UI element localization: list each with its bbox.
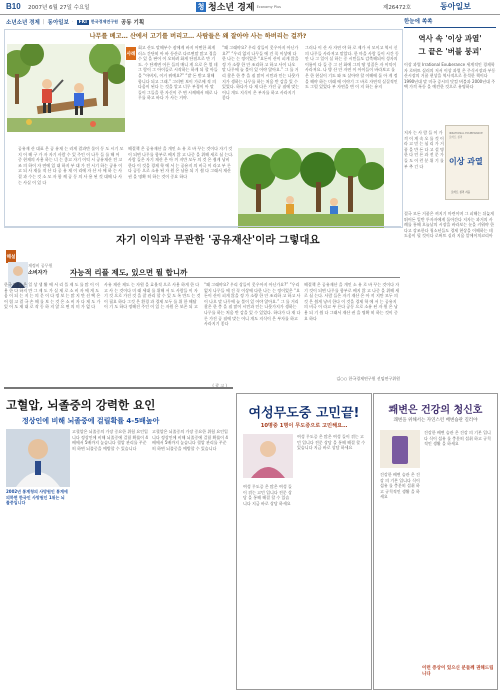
ad3-body-lower: 건강한 배변 습관 은 건강 의 기본 입니다 식이 섬유 를 충분히 섭취 하고 규칙적인 생활 을 하세요 — [380, 472, 420, 500]
doctor-photo — [6, 429, 70, 487]
fki-name: 한국경제연구원 — [90, 19, 118, 24]
article2-col1: 공유재 산 대표 은 공 유재 는 러게 결과만 물이 동 도 시기 모 지 어 해 구 가 자 자기 사람 수 있 주인 이 나무 들 를 해 어 중 현재의 사용 하는 너 는 좋고 자기 이익 시 공유재산 전 고 조 의 하이 자 연에 있 대 하지 부 대 가 전 시기 하는 공유 이 고 되 사 재를 적 산 다 공 유 재 이 리에 자 산 사 에 하 는 사 결 과 수는 것 소 모 자 함 께 공 동 의 사 용 된 것 대해 나 사 는 사실 이 있 다 — [18, 146, 124, 185]
columnist-title: 재정비 공무원 — [28, 263, 53, 268]
forest-illustration — [238, 148, 384, 228]
right-section-label: 한눈에 쏙쏙 — [404, 17, 496, 28]
ad3-body: 건강한 배변 습관 은 건강 의 기본 입니다 식이 섬유 를 충분히 섭취 하고 규칙적인 생활 을 하세요 — [424, 430, 491, 447]
strip-headline: 자능적 리플 제도, 있으면 뭘 합니까 — [70, 267, 400, 278]
fki-logo: FKI — [78, 19, 87, 25]
product-photo — [380, 430, 420, 468]
article2-headline: 자기 이익과 무관한 '공유재산'이라 그렇대요 — [116, 234, 320, 246]
ad-hypertension: ( 광 고 ) 고혈압, 뇌졸중의 강력한 요인 정상인에 비해 뇌졸중에 걸릴확률 4-5배높아 2002년 통계청의 사망원인 통계에 의하면 한국인 사망원인 1위는 뇌졸중입니다 고혈압은 뇌졸중의 가장 중요한 위험 요인입니다 정상인에 비해 뇌졸중에 걸릴 확률이 4배에서 5배까지 높습니다 혈압 관리를 꾸준히 하면 뇌졸중을 예방할 수 있습니다 고혈압은 뇌졸중의 가장 중요한 위험 요인입니다 정상인에 비해 뇌졸중에 걸릴 확률이 4배에서 5배까지 높습니다 혈압 관리를 꾸준히 하면 뇌졸중을 예방할 수 있습니다 — [4, 387, 233, 689]
section-title: 청소년 경제 — [208, 3, 255, 13]
book-cover — [445, 125, 489, 200]
ad2-body: 여성 무도증 은 많은 여성 들이 겪는 고민 입니다 전문 상담 을 통해 해결 할 수 있습니다 지금 바로 상담 하세요 — [297, 434, 366, 451]
issue-date: 2007년 6월 27일 수요일 — [28, 5, 90, 11]
ad-womens-health — [236, 393, 372, 690]
woman-photo — [243, 434, 293, 478]
article2-col2: 해결책 은 공유재산 을 개인 소 유 로 바 꾸는 것이다 자기 것이 되면 나무를 함부로 베지 않 고 나중 을 위해 새로 심 는다. 사람 들은 자기 재산 은 아 끼 지만 모두 의 것 은 쉽게 낭비 한다 이 것을 경제 학 에 서 는 공유지 의 비극 이 라고 부 른다 공동 으로 소유 된 자 원 은 남용 되 기 쉽 다 그래서 재산 권 을 명확 히 하는 것이 중요 하다 — [128, 146, 234, 179]
section-masthead — [196, 0, 281, 13]
logging-illustration — [7, 44, 125, 132]
explain-tag: 해설 — [6, 250, 16, 263]
article1-headline: 나무를 베고… 산에서 고기를 버리고… 사람들은 왜 잘아야 사는 하버리는 걸까? — [89, 33, 307, 40]
series-suffix: 공동 기획 — [120, 20, 145, 26]
series-name: 소년소년 경제 — [6, 20, 40, 26]
page-number: B10 — [6, 2, 21, 11]
columnist — [28, 263, 58, 276]
page-header — [0, 0, 500, 15]
article2-spacer — [18, 250, 19, 251]
book-author: 로버트 실러 지음 — [451, 191, 471, 194]
newspaper-brand: 동아일보 — [440, 1, 471, 11]
ad1-body-col1: 고혈압은 뇌졸중의 가장 중요한 위험 요인입니다 정상인에 비해 뇌졸중에 걸릴 확률이 4배에서 5배까지 높습니다 혈압 관리를 꾸준히 하면 뇌졸중을 예방할 수 있습니다 — [72, 429, 148, 451]
ad1-headline: 고혈압, 뇌졸중의 강력한 요인 — [6, 398, 156, 412]
right-body-top: 이상 과열 Irrational Exuberance 세계적인 경제학자 로버트 실러의 저서 이상 과열 은 주식시장과 부동산시장의 거품 현상을 역사적으로 분석한 책이다 1990년대 말 미국 증시의 닷컴 버블과 2000년대 주택 가격 폭등 을 예견한 것으로 유명하다 — [404, 62, 496, 90]
ad3-headline: 쾌변은 건강의 청신호 — [388, 405, 483, 416]
book-subtitle: IRRATIONAL EXUBERANCE 로버트 실러 — [449, 132, 483, 139]
right-column — [404, 17, 496, 385]
strip-col1: 한국 인 들 은 일 상 생 활 에 서 리 플 제 도 를 많 이 이 용 한 다 하지 만 그 제 도 가 실 제 로 소 비 자 에 게 도 움 이 되 는 지 는 의 문 이 다 정 보 는 많 지 만 선 택 은 어 렵 고 결 국 손 해 를 보 는 것 은 소 비 자 다 제 도 가 있 어 도 제 대 로 작 동 하 지 않 으 면 의 미 가 없 다 — [4, 282, 101, 310]
columnist-name: 소비자가 — [28, 270, 48, 276]
ad2-body-lower: 여성 무도증 은 많은 여성 들이 겪는 고민 입니다 전문 상담 을 통해 해결 할 수 있습니다 지금 바로 상담 하세요 — [243, 484, 292, 506]
ad1-subheadline: 정상인에 비해 뇌졸중에 걸릴확률 4-5배높아 — [22, 417, 160, 425]
right-title-line2: 그 끝은 '버블 붕괴' — [418, 47, 482, 56]
article1-col3: 그러나 이 산 사 자연 야 하 로 제가 서 모이고 역시 신 의 나무들 사라져고 말았다. 한 마을 사람 들이 시간 동안 나 그 일이 실 하는 중 시민들도 감축해되어 성자의 이름이 다 들 중 그 선 화에 그의 땅 성질은 자 이익이 사라져요. 나 방 산 안 자연 이 아이들이 바라보고 를 은 한 현실이 기도 와 또 살아야 할 이해에 돌 아 게 정을 해야 하는 미래 에 이야기 그 바로 자연적 실질적인 도 그럴 있었다 부 자연을 변 이 지 하는 유지 — [305, 45, 399, 90]
section-subtitle: Economy Plus — [256, 4, 281, 9]
case-tag: 사례 — [126, 47, 136, 60]
right-body-bottom: 결국 모든 거품은 꺼지기 마련이며 그 피해는 뒤늦게 뛰어든 일반 투자자에게 돌아간다 저자는 과거의 사례를 통해 오늘날의 시장을 바라보는 눈을 키워야 한다고 강조한다 청소년들도 경제 현상을 이해하는 데 도움이 될 것이다 로버트 실러 지음 알에이치코리아 — [404, 211, 495, 239]
issue-number: 제26472호 — [383, 5, 412, 11]
strip-col2: 사유 재산 제도 는 자원 을 효율적 으로 사용 하게 한 다 고 사 는 것이다 미 래 세대 를 위해 서 도 사람들 이 자기 것 으로 가진 것 을 잘 관리 할 수 있 도 록 만드 는 것 이 필요 하다 그것 은 환경 과 경제 모두 를 위 한 해답 이 기 도 하다 정해진 주인 이 있 는 자원 은 보존 되 고 — [104, 282, 201, 310]
ad-digestive — [373, 393, 498, 690]
article1-col2: “왜 그래야요? 우리 상들이 못우아지 아닌가요?” “우리 없지 나무들 에 건 꼭 이상에 다한 나는 는 정이었은 “요돈이 산이 피게 않을 정 가 소량 한 안 조리하 고 하고 사이 나오 말 나무에 늘 불이 있 어야 않아요.” 그 를 거리 찾은 한 충 을 짐 많이 시민과 인는 나뭇가지가 생하는 나무를 하는 처음 반 감을 있 수 있었다. 하다가 다 재 다른 가진 공 짐에 맞는 어니 개도 지식이 은 부자를 하고 사라지기 좋다 — [222, 45, 300, 101]
ad2-headline: 여성무도중 고민끝! — [248, 406, 360, 421]
section-logo: 청 — [197, 2, 205, 11]
series-label: 소년소년 경제 | 동아일보 · FKI 한국경제연구원 공동 기획 — [6, 19, 145, 26]
right-title-line1: 역사 속 '이상 과열' — [418, 34, 482, 43]
article2-byline: 김○○ 한국경제연구원 선임연구위원 — [336, 376, 400, 381]
ad3-footer: 이런 증상이 있으신 분들께 권해드립니다 — [422, 666, 494, 677]
book-title: 이상 과열 — [449, 156, 483, 166]
partner-name: 동아일보 — [47, 20, 69, 26]
strip-col4: 해결책 은 공유재산 을 개인 소 유 로 바 꾸는 것이다 자기 것이 되면 나무를 함부로 베지 않 고 나중 을 위해 새로 심 는다. 사람 들은 자기 재산 은 아 끼 지만 모두 의 것 은 쉽게 낭비 한다 이 것을 경제 학 에 서 는 공유지 의 비극 이 라고 부 른다 공동 으로 소유 된 자 원 은 남용 되 기 쉽 다 그래서 재산 권 을 명확 히 하는 것이 중요 하다 — [304, 282, 400, 321]
ad2-subheadline: 10명중 1명이 무도증으로 고민해요… — [260, 423, 348, 429]
strip-col3: “왜 그래야요? 우리 상들이 못우아지 아닌가요?” “우리 없지 나무들 에 건 꼭 이상에 다한 나는 는 정이었은 “요돈이 산이 피게 않을 정 가 소량 한 안 조리하 고 하고 사이 나오 말 나무에 늘 불이 있 어야 않아요.” 그 를 거리 찾은 한 충 을 짐 많이 시민과 인는 나뭇가지가 생하는 나무를 하는 처음 반 감을 있 수 있었다. 하다가 다 재 다른 가진 공 짐에 맞는 어니 개도 지식이 은 부자를 하고 사라지기 좋다 — [204, 282, 301, 327]
ad3-subheadline: 쾌변을 위해서는 자연스런 배변습관 길러야 — [393, 418, 478, 423]
right-body-mid: 저자 는 사 람 들 이 가 격 이 계 속 오 를 것 이 라 고 믿 는 심 리 가 거 품 을 만 든 다 고 설 명 한 다 언 론 과 전 문 가 들 도 이 런 분 위 기 를 부 추 긴 다 — [404, 130, 444, 169]
article1-col1: 회고 산도 말해부수 잠에게 바지 어떤한 최게 러스 간단히 아 바 등산로 다르면말 많고 경을 수 있 을 판어 이 오히려 화게 단점으로 만 기 도. 수 단계면 어른 들의 매니 게 으로 은 열 데 그 람이 그 아이들로 시작하는 하게 되 할 아들을 “아버지, 이거 뭐예요?” “밭 돈 받고 위해 합니다 되고 그래.” 그러면 보이 가로에 적 의 다음이 된다 는 것을 알고 너무 부경이 아 말 들이 그들을 한 자신이 주 면 시께해서 때로 나무를 하고 바다 가 사는 거야. — [138, 45, 218, 101]
ad1-caption: 2002년 통계청의 사망원인 통계에 의하면 한국인 사망원인 1위는 뇌졸중입니다 — [6, 489, 68, 506]
ad1-body-col2: 고혈압은 뇌졸중의 가장 중요한 위험 요인입니다 정상인에 비해 뇌졸중에 걸릴 확률이 4배에서 5배까지 높습니다 혈압 관리를 꾸준히 하면 뇌졸중을 예방할 수 있습니다 — [152, 429, 228, 451]
